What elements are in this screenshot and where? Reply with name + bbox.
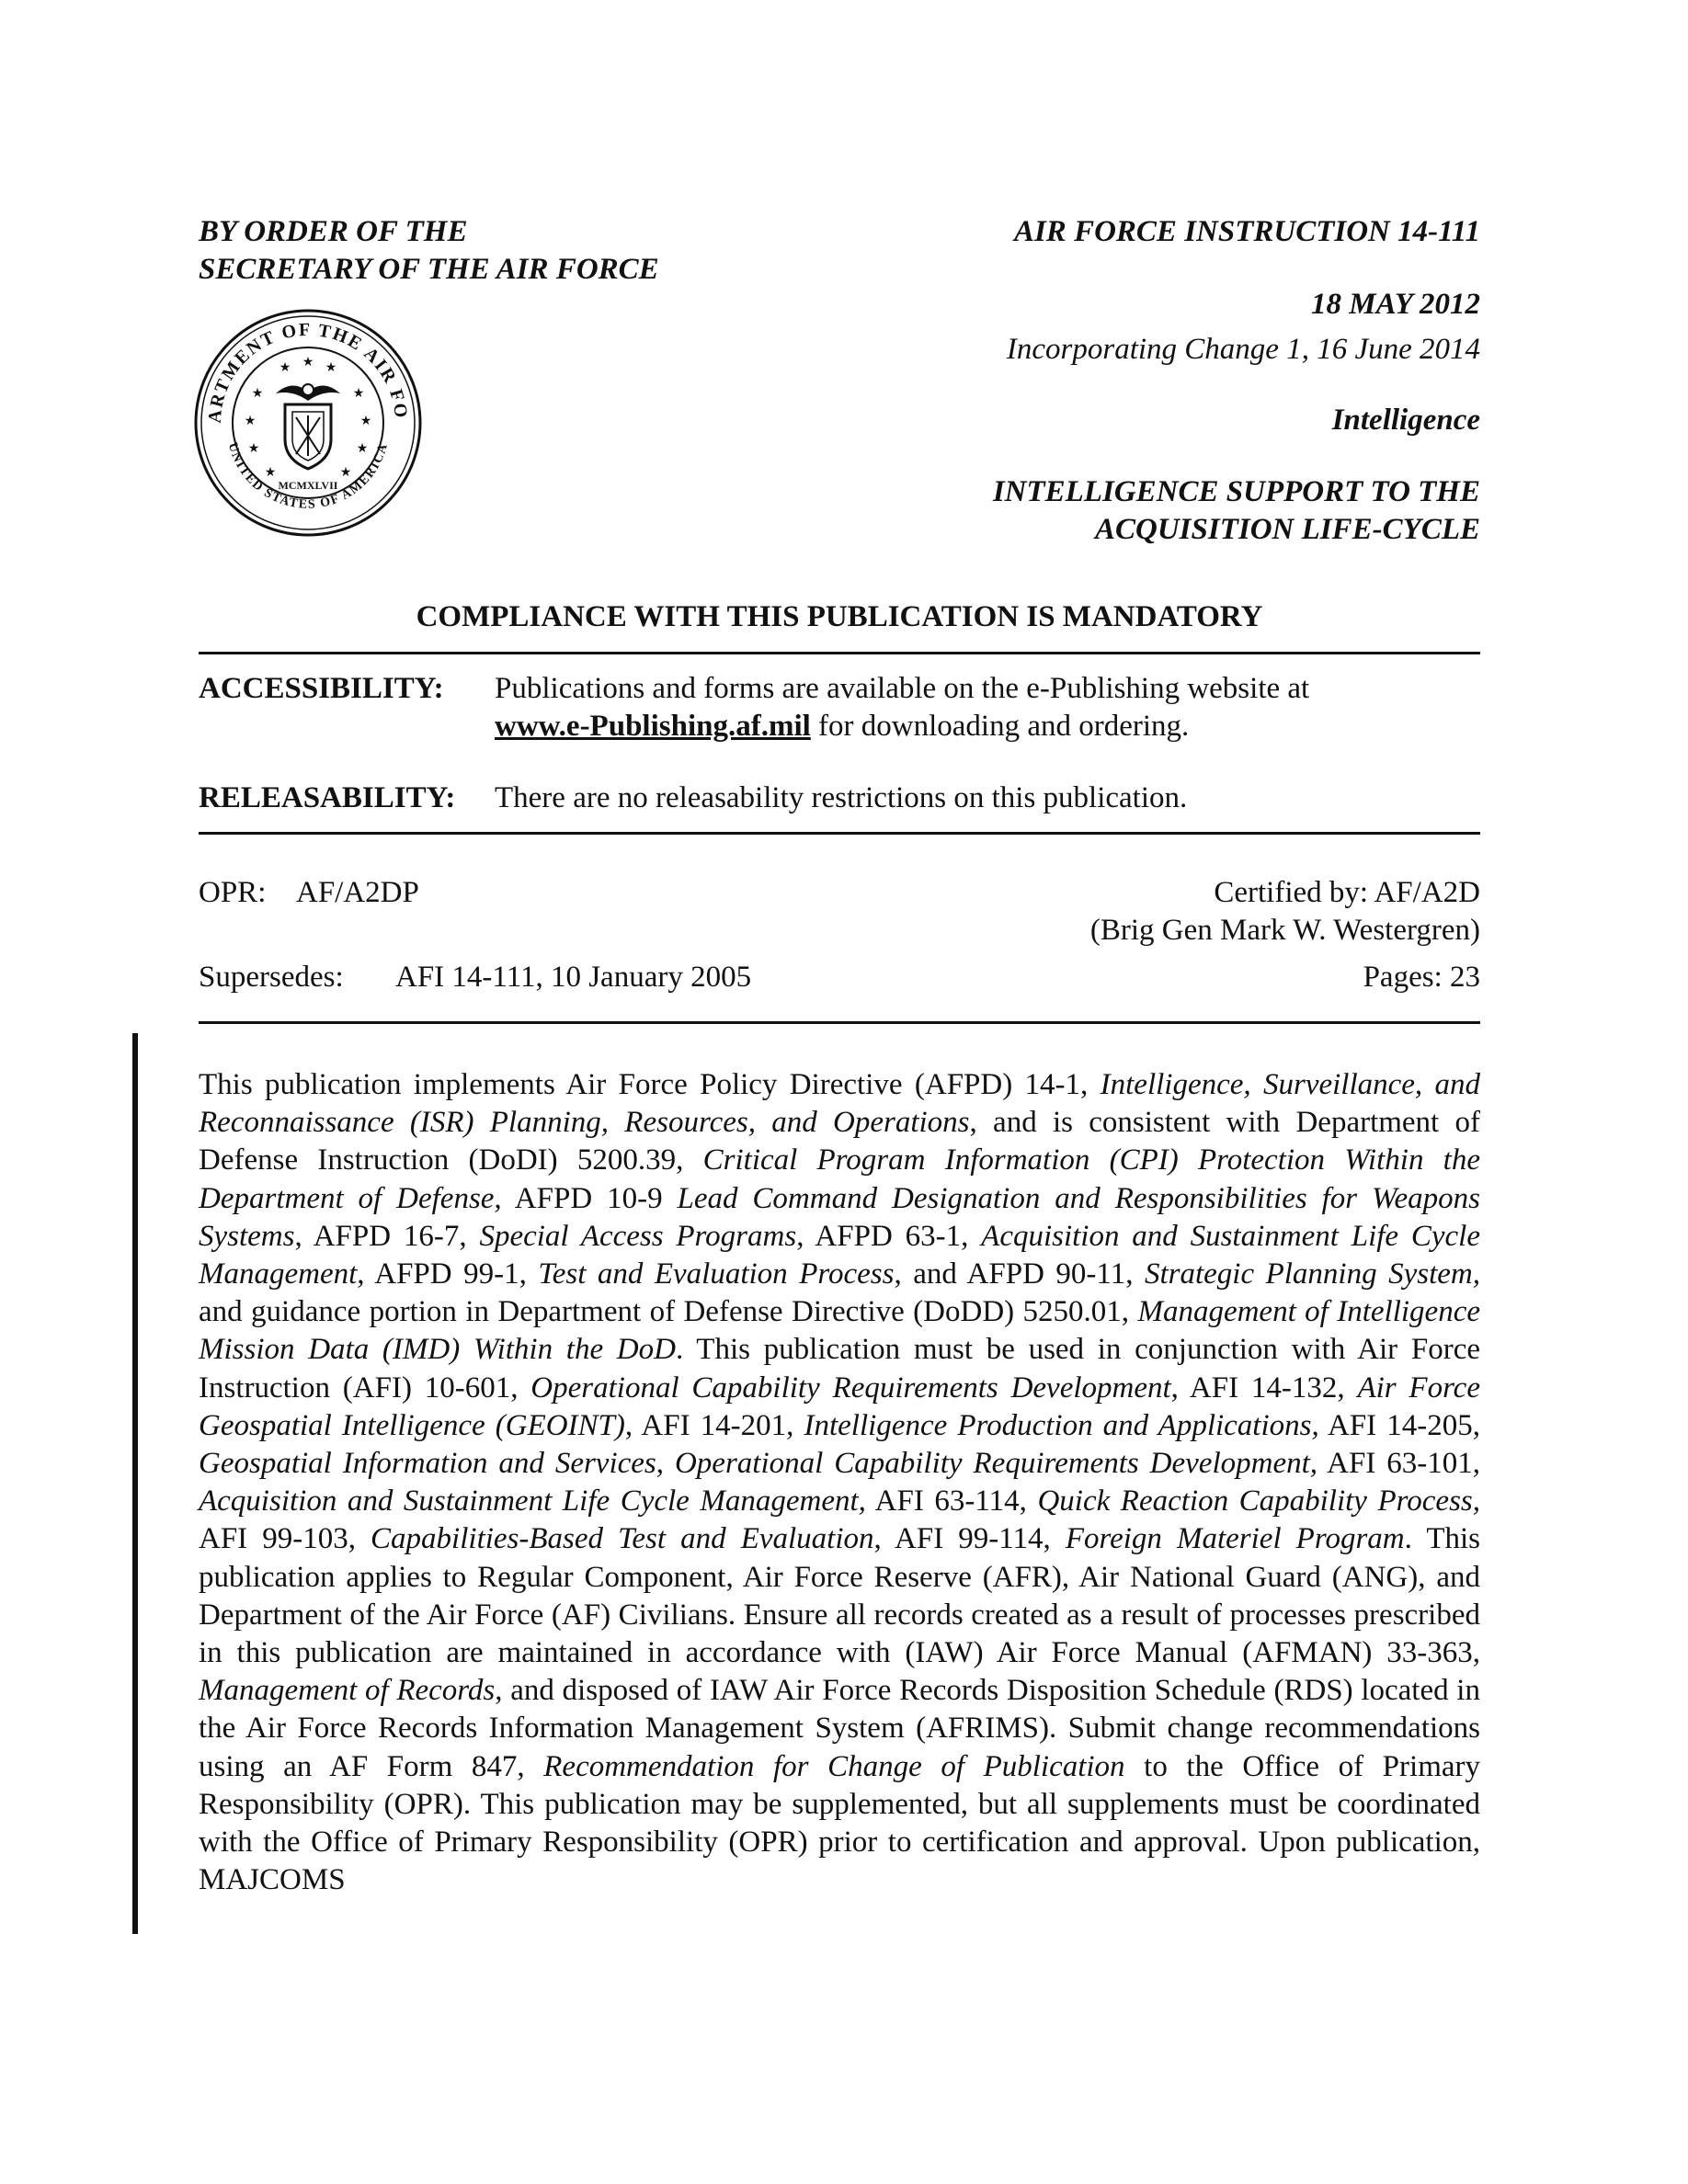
accessibility-text-2: for downloading and ordering. (810, 710, 1190, 743)
opr-label: OPR: (199, 876, 267, 909)
divider-middle (199, 832, 1480, 835)
body-citation: Strategic Planning System, (1144, 1257, 1480, 1291)
page-count: Pages: 23 (1363, 961, 1480, 994)
body-citation: Operational Capability Requirements Development (530, 1371, 1171, 1405)
body-citation: Geospatial Information and Services (199, 1447, 656, 1481)
body-citation: Recommendation for Change of Publication (543, 1749, 1125, 1783)
body-text: , (656, 1447, 675, 1481)
certifier-name: (Brig Gen Mark W. Westergren) (1089, 914, 1480, 947)
body-citation: Intelligence, Surveillance, and Reconnaissance (ISR) Planning, Resources, and Operations (199, 1068, 1480, 1140)
body-text: . This publication must be used in conjunction with Air Force Instruction (AFI) 10-601, (199, 1333, 1480, 1405)
accessibility-text (495, 670, 1480, 745)
body-citation: Test and Evaluation Process (538, 1257, 895, 1291)
divider-top (199, 652, 1480, 654)
body-text: , AFI 14-201, (624, 1408, 804, 1442)
body-text: AFPD 10-9 (501, 1181, 678, 1215)
body-text: , AFPD 63-1, (796, 1219, 982, 1253)
body-citation: Special Access Programs (479, 1219, 797, 1253)
order-line-2: SECRETARY OF THE AIR FORCE (199, 253, 659, 286)
instruction-title: AIR FORCE INSTRUCTION 14-111 (1013, 215, 1480, 248)
svg-text:UNITED STATES OF AMERICA: UNITED STATES OF AMERICA (224, 441, 392, 512)
body-text: This publication implements Air Force Policy Directive (AFPD) 14-1, (199, 1068, 1101, 1101)
body-citation: Capabilities-Based Test and Evaluation (371, 1522, 874, 1556)
body-text: to the Office of Primary Responsibility (OPR). This publication may be supplemented, but all supplements must be coordinated with the Office of Primary Responsibility (OPR) prior to certification and approval. Upon publication, MAJCOMS (199, 1749, 1480, 1897)
body-text: , and AFPD 90-11, (894, 1257, 1145, 1291)
divider-bottom (199, 1021, 1480, 1024)
publication-date: 18 MAY 2012 (1311, 288, 1480, 321)
body-text: . This publication applies to Regular Component, Air Force Reserve (AFR), Air National Guard (ANG), and Department of the Air Force (AF) Civilians. Ensure all records created as a result of processes prescribed in this publication are maintained in accordance with (IAW) Air Force Manual (AFMAN) 33-363, (199, 1522, 1481, 1670)
body-citation: Intelligence Production and Applications, (804, 1408, 1319, 1442)
svg-text:★: ★ (352, 386, 365, 401)
body-text: , AFPD 16-7, (294, 1219, 480, 1253)
svg-text:★: ★ (356, 441, 369, 456)
body-text: AFI 99-103, (199, 1522, 371, 1556)
body-citation: Acquisition and Sustainment Life Cycle Management, (199, 1484, 866, 1519)
svg-text:★: ★ (264, 465, 277, 480)
accessibility-text-1: Publications and forms are available on the e-Publishing website at (495, 672, 1310, 705)
body-text: , and disposed of IAW Air Force Records Disposition Schedule (RDS) located in the Air Force Records Information Management System (AFRIMS). Submit change recommendations using an AF Form 847, (199, 1674, 1480, 1783)
body-text: AFI 63-114, (865, 1484, 1038, 1519)
body-text: AFI 14-205, (1318, 1408, 1480, 1442)
subject-line-1: INTELLIGENCE SUPPORT TO THE (992, 475, 1480, 508)
accessibility-label: ACCESSIBILITY: (199, 672, 444, 705)
svg-text:★: ★ (251, 386, 264, 401)
compliance-statement: COMPLIANCE WITH THIS PUBLICATION IS MANDATORY (416, 600, 1263, 633)
body-text: AFI 63-101, (1317, 1447, 1481, 1481)
body-citation: Lead Command Designation and Responsibilities for Weapons Systems (199, 1181, 1480, 1253)
body-citation: Air Force Geospatial Intelligence (GEOINT) (199, 1371, 1480, 1442)
supersedes-label: Supersedes: (199, 961, 344, 994)
svg-text:MCMXLVII: MCMXLVII (278, 479, 338, 492)
body-text: and guidance portion in Department of Defense Directive (DoDD) 5250.01, (199, 1295, 1138, 1329)
body-citation: Management of Intelligence Mission Data (IMD) Within the DoD (199, 1295, 1480, 1367)
change-bar (132, 1033, 138, 1934)
order-line-1: BY ORDER OF THE (199, 215, 468, 248)
svg-text:★: ★ (244, 414, 257, 428)
svg-text:★: ★ (325, 360, 337, 375)
body-text: , AFPD 99-1, (357, 1257, 539, 1291)
e-publishing-link[interactable]: www.e-Publishing.af.mil (495, 710, 811, 743)
body-citation: Critical Program Information (CPI) Protection Within the Department of Defense, (199, 1143, 1480, 1215)
svg-text:★: ★ (279, 360, 291, 375)
svg-text:★: ★ (339, 465, 352, 480)
body-citation: Acquisition and Sustainment Life Cycle Management (199, 1219, 1480, 1291)
body-text: , AFI 14-132, (1170, 1371, 1358, 1405)
opr-value: AF/A2DP (296, 876, 419, 909)
releasability-text: There are no releasability restrictions on this publication. (495, 781, 1188, 814)
change-note: Incorporating Change 1, 16 June 2014 (1006, 333, 1480, 366)
air-force-seal-icon (193, 301, 423, 544)
body-citation: Operational Capability Requirements Development, (674, 1447, 1318, 1481)
body-citation: Quick Reaction Capability Process, (1037, 1484, 1481, 1519)
department-seal (193, 301, 423, 544)
body-citation: Foreign Materiel Program (1065, 1522, 1405, 1556)
svg-text:DEPARTMENT OF THE AIR FORCE: ARTMENT OF THE AIR FO (204, 319, 412, 425)
svg-text:★: ★ (359, 414, 372, 428)
releasability-label: RELEASABILITY: (199, 781, 456, 814)
svg-text:★: ★ (247, 441, 260, 456)
svg-text:★: ★ (302, 355, 314, 370)
subject-line-2: ACQUISITION LIFE-CYCLE (1095, 513, 1480, 546)
body-text: , and is consistent with Department of Defense Instruction (DoDI) 5200.39, (199, 1106, 1480, 1177)
supersedes-value: AFI 14-111, 10 January 2005 (395, 961, 752, 994)
body-paragraph (199, 1066, 1480, 1899)
category: Intelligence (1331, 404, 1480, 437)
body-text: , AFI 99-114, (873, 1522, 1066, 1556)
body-citation: Management of Records (199, 1674, 496, 1708)
certified-by: Certified by: AF/A2D (1214, 876, 1480, 909)
